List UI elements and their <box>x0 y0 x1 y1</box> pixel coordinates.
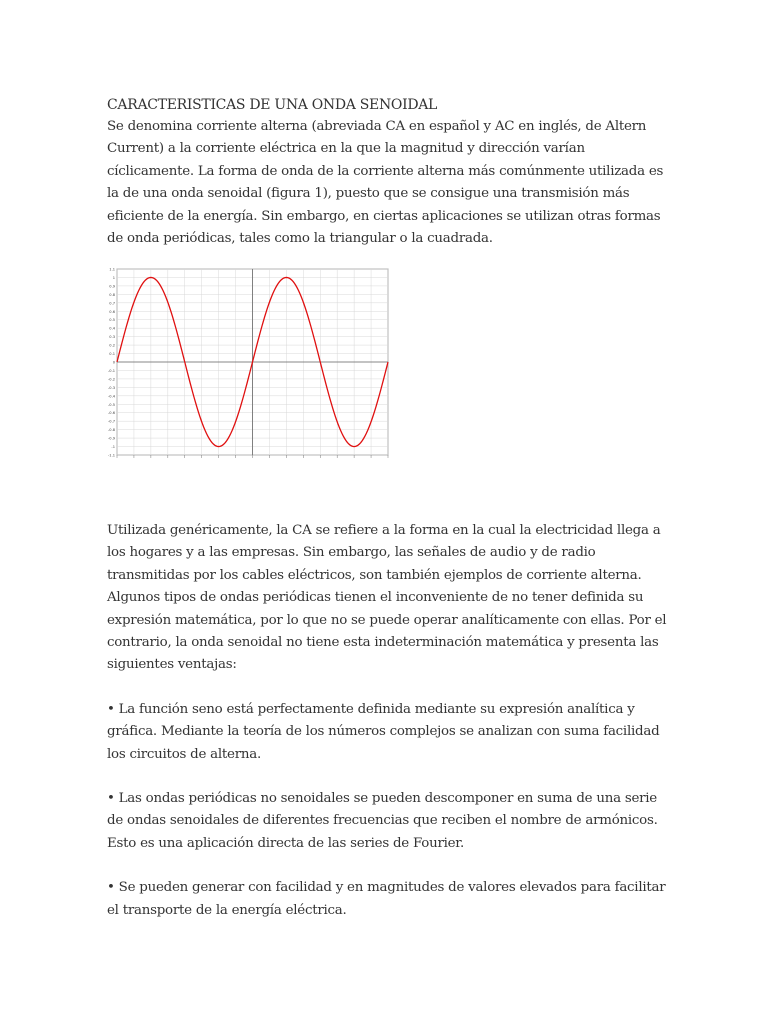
document-body <box>107 94 667 469</box>
y-tick-label: 0.8 <box>109 293 115 298</box>
document-section-2 <box>107 520 667 922</box>
y-tick-label: 0.9 <box>109 284 115 289</box>
y-tick-label: 0 <box>112 360 115 365</box>
y-tick-label: -0.1 <box>107 369 115 374</box>
y-tick-label: 1.1 <box>109 267 115 272</box>
data-point <box>116 362 117 363</box>
document-title: CARACTERISTICAS DE UNA ONDA SENOIDAL <box>107 97 438 113</box>
data-point <box>252 362 253 363</box>
y-tick-label: -0.8 <box>107 428 115 433</box>
bullet-3: • Se pueden generar con facilidad y en magnitudes de valores elevados para facilitar el transporte de la energía eléctrica. <box>107 880 666 918</box>
y-tick-label: -0.9 <box>107 437 115 442</box>
y-tick-label: 0.6 <box>109 310 115 315</box>
sine-wave-figure <box>107 264 392 469</box>
intro-paragraph: Se denomina corriente alterna (abreviada CA en español y AC en inglés, de Altern Current) a la corriente eléctrica en la que la magnitud y dirección varían cíclicamente. La forma de onda de la corriente alterna más comúnmente utilizada es la de una onda senoidal (figura 1), puesto que se consigue una transmisión más eficiente de la energía. Sin embargo, en ciertas aplicaciones se utilizan otras formas de onda periódicas, tales como la triangular o la cuadrada. <box>107 119 664 247</box>
data-point <box>235 422 236 423</box>
y-tick-label: -1.1 <box>107 453 115 458</box>
sine-wave-chart <box>107 264 392 469</box>
data-point <box>133 302 134 303</box>
data-point <box>320 362 321 363</box>
data-point <box>303 302 304 303</box>
data-point <box>387 362 388 363</box>
bullet-2: • Las ondas periódicas no senoidales se pueden descomponer en suma de una serie de ondas senoidales de diferentes frecuencias que reciben el nombre de armónicos. Esto es una aplicación directa de las series de Fourier. <box>107 791 658 851</box>
data-point <box>337 422 338 423</box>
data-point <box>150 277 151 278</box>
y-tick-label: 0.1 <box>109 352 115 357</box>
data-point <box>286 277 287 278</box>
y-tick-label: -0.3 <box>107 386 115 391</box>
data-point <box>218 446 219 447</box>
y-tick-label: -0.6 <box>107 411 115 416</box>
y-tick-label: 1 <box>112 276 115 281</box>
y-tick-label: -0.4 <box>107 394 115 399</box>
data-point <box>354 446 355 447</box>
paragraph-2: Utilizada genéricamente, la CA se refiere a la forma en la cual la electricidad llega a los hogares y a las empresas. Sin embargo, las señales de audio y de radio transmitidas por los cables eléctricos, son también ejemplos de corriente alterna. Algunos tipos de ondas periódicas tienen el inconveniente de no tener definida su expresión matemática, por lo que no se puede operar analíticamente con ellas. Por el contrario, la onda senoidal no tiene esta indeterminación matemática y presenta las siguientes ventajas: <box>107 523 667 673</box>
y-tick-label: -0.2 <box>107 377 115 382</box>
y-tick-label: 0.7 <box>109 301 115 306</box>
data-point <box>370 422 371 423</box>
y-tick-label: -0.7 <box>107 420 115 425</box>
y-tick-label: -0.5 <box>107 403 115 408</box>
data-point <box>167 302 168 303</box>
data-point <box>184 362 185 363</box>
y-tick-label: 0.3 <box>109 335 115 340</box>
data-point <box>269 302 270 303</box>
data-point <box>201 422 202 423</box>
y-tick-label: 0.2 <box>109 344 115 349</box>
y-tick-label: -1 <box>111 445 115 450</box>
y-tick-label: 0.5 <box>109 318 115 323</box>
bullet-1: • La función seno está perfectamente definida mediante su expresión analítica y gráfica. Mediante la teoría de los números complejos se analizan con suma facilidad los circuitos de alterna. <box>107 701 660 762</box>
y-tick-label: 0.4 <box>109 327 115 332</box>
